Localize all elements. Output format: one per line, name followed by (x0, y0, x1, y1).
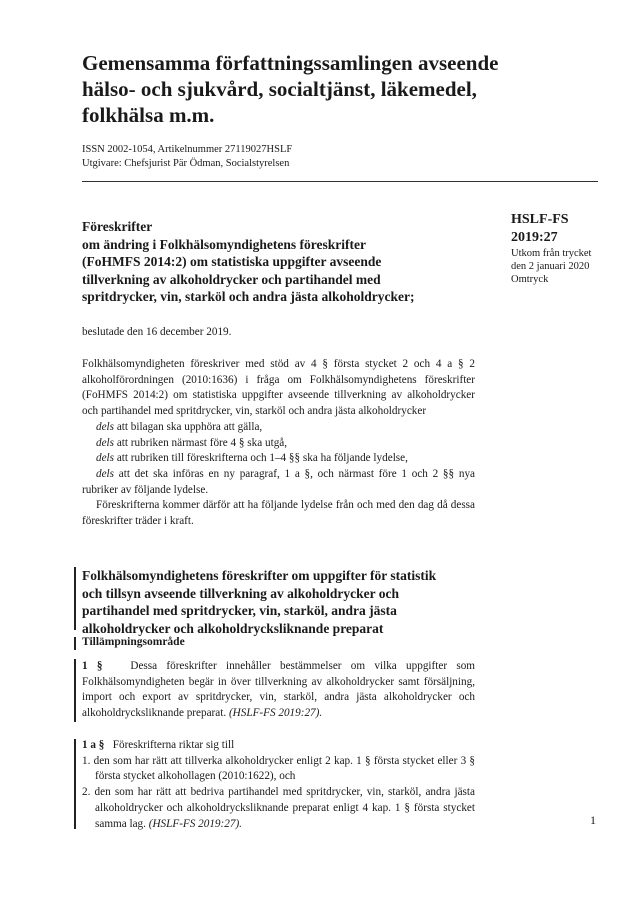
regulation-title-line: (FoHMFS 2014:2) om statistiska uppgifter avseende (82, 254, 382, 269)
intro-paragraph: Folkhälsomyndigheten föreskriver med stöd av 4 § första stycket 2 och 4 a § 2 alkoholförordningen (2010:1636) i fråga om Folkhälsomyndighetens föreskrifter (FoHMFS 2014:2) om statistiska uppgifter avseende tillverkning av alkoholdrycker och partihandel med spritdrycker, vin, starköl och andra jästa alkoholdrycker (82, 358, 475, 418)
change-bar (74, 739, 76, 829)
section-title-line: partihandel med spritdrycker, vin, starköl, andra jästa (82, 603, 397, 618)
dels-text: att det ska införas en ny paragraf, 1 a §, och närmast före 1 och 2 §§ nya rubriker av följande lydelse. (82, 467, 475, 496)
section-title-line: och tillsyn avseende tillverkning av alkoholdrycker och (82, 585, 400, 601)
dels-word: dels (96, 436, 115, 449)
target-list (82, 754, 475, 833)
series-label: HSLF-FS (511, 212, 569, 227)
change-bar (74, 659, 76, 722)
dels-item (82, 436, 475, 452)
list-item: 1. den som har rätt att tillverka alkoholdrycker enligt 2 kap. 1 § första stycket eller 3 § första stycket alkohollagen (2010:1622), och (82, 754, 475, 783)
list-item (82, 785, 475, 832)
paragraph-number: 1 § (82, 660, 103, 672)
dels-text: att rubriken närmast före 4 § ska utgå, (114, 436, 288, 449)
dels-item (82, 467, 475, 498)
series-number: 2019:27 (511, 230, 558, 245)
publisher-line: Utgivare: Chefsjurist Pär Ödman, Socialstyrelsen (82, 158, 290, 169)
dels-text: att rubriken till föreskrifterna och 1–4 §§ ska ha följande lydelse, (114, 452, 408, 465)
section-title-line: Folkhälsomyndighetens föreskrifter om uppgifter för statistik (82, 568, 437, 583)
paragraph-1 (82, 659, 475, 722)
dels-word: dels (96, 467, 115, 480)
paragraph-text: Dessa föreskrifter innehåller bestämmelser om vilka uppgifter som Folkhälsomyndigheten begär in över tillverkning av alkoholdrycker samt försäljning, import och export av spritdrycker, vin, starköl, andra jästa alkoholdrycker och alkoholdrycksliknande preparat. (82, 660, 475, 720)
page-number: 1 (590, 813, 596, 827)
dels-text: att bilagan ska upphöra att gälla, (114, 420, 263, 433)
list-item-text: 2. den som har rätt att bedriva partihandel med spritdrycker, vin, starköl, andra jästa alkoholdrycker och alkoholdrycksliknande preparat enligt 4 kap. 1 § första stycket samma lag. (82, 786, 475, 830)
section-title-line: alkoholdrycker och alkoholdrycksliknande preparat (82, 620, 384, 636)
section-title (82, 567, 482, 637)
decision-date: beslutade den 16 december 2019. (82, 326, 232, 338)
amendment-ref: (HSLF-FS 2019:27). (148, 817, 242, 830)
paragraph-number: 1 a § (82, 739, 105, 751)
dels-word: dels (96, 452, 115, 465)
regulation-title-line: tillverkning av alkoholdrycker och partihandel med (82, 271, 381, 287)
change-bar (74, 567, 76, 630)
preamble (82, 357, 475, 530)
journal-title: Gemensamma författningssamlingen avseende hälso- och sjukvård, socialtjänst, läkemedel, folkhälsa m.m. (82, 51, 499, 127)
regulation-title-line: spritdrycker, vin, starköl och andra jästa alkoholdrycker; (82, 289, 415, 304)
regulation-title-line: Föreskrifter (82, 219, 153, 234)
amendment-ref: (HSLF-FS 2019:27). (228, 707, 323, 720)
paragraph-text: Föreskrifterna riktar sig till (112, 739, 235, 751)
dels-item (82, 451, 475, 467)
printed-label: Utkom från trycket (511, 248, 592, 259)
subheading: Tillämpningsområde (82, 636, 185, 648)
paragraph-1a (82, 738, 475, 832)
side-panel (511, 211, 611, 286)
dels-word: dels (96, 420, 115, 433)
reprint-label: Omtryck (511, 274, 549, 285)
change-bar (74, 637, 76, 650)
header-divider (82, 181, 598, 182)
regulation-title (82, 218, 497, 306)
dels-item (82, 420, 475, 436)
issn-line: ISSN 2002-1054, Artikelnummer 27119027HSLF (82, 144, 293, 155)
printed-date: den 2 januari 2020 (511, 261, 590, 272)
closing-paragraph: Föreskrifterna kommer därför att ha följande lydelse från och med den dag då dessa föreskrifter träder i kraft. (82, 499, 475, 528)
regulation-title-line: om ändring i Folkhälsomyndighetens föreskrifter (82, 236, 367, 252)
